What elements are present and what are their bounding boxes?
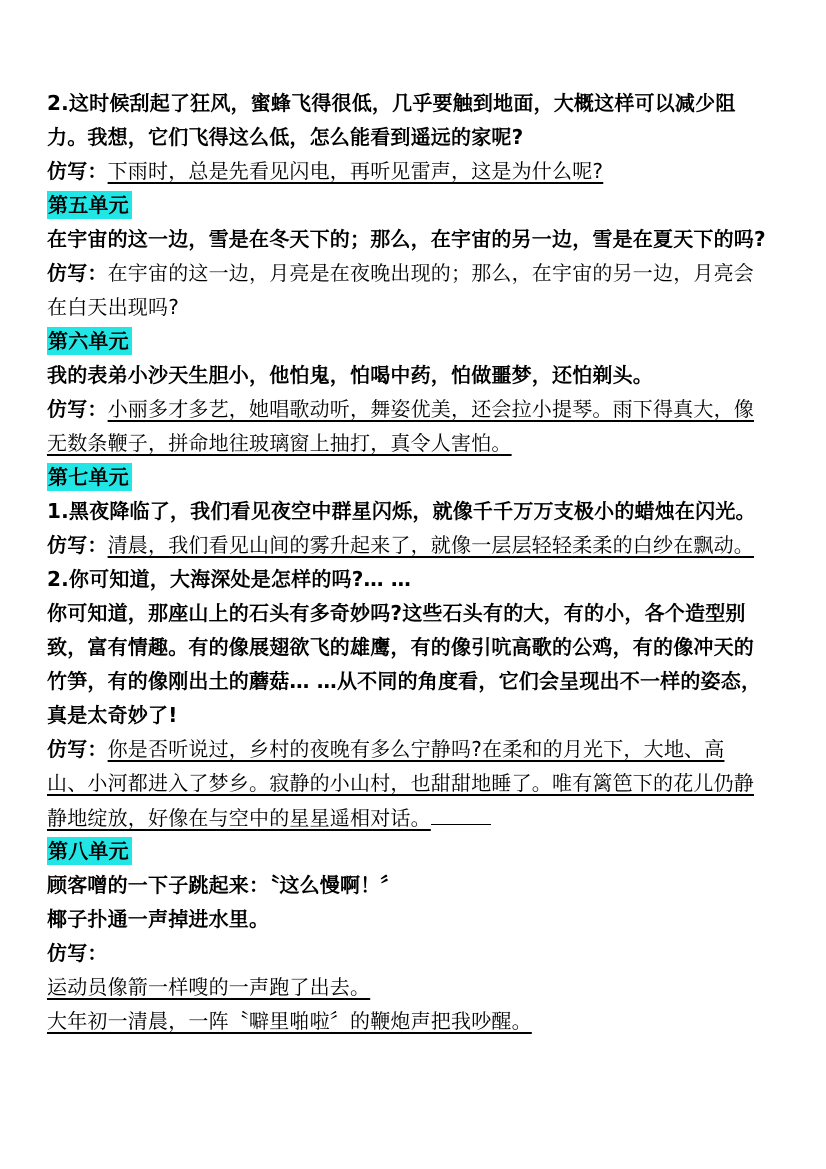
unit6-imitation-line-2 (47, 426, 785, 460)
unit7-sentence-1: 1.黑夜降临了，我们看见夜空中群星闪烁，就像千千万万支极小的蜡烛在闪光。 (47, 499, 756, 523)
unit7-paragraph-line-3: 竹笋，有的像刚出土的蘑菇… …从不同的角度看，它们会呈现出不一样的姿态， (47, 669, 762, 693)
unit5-heading-row (47, 188, 785, 222)
unit7-imitation-2-line-1 (47, 732, 785, 766)
blank-underline (431, 800, 491, 825)
imitation-text: 小丽多才多艺，她唱歌动听，舞姿优美，还会拉小提琴。雨下得真大，像 (107, 397, 755, 421)
unit6-title: 第六单元 (47, 327, 132, 355)
imitation-text: 清晨，我们看见山间的雾升起来了，就像一层层轻轻柔柔的白纱在飘动。 (107, 533, 755, 557)
imitation-label: 仿写： (47, 533, 108, 557)
unit6-sentence: 我的表弟小沙天生胆小，他怕鬼，怕喝中药，怕做噩梦，还怕剃头。 (47, 363, 653, 387)
unit7-paragraph-line-4: 真是太奇妙了! (47, 703, 178, 727)
unit8-imitation-line-2 (47, 1004, 785, 1038)
unit6-heading-row (47, 324, 785, 358)
sentence-2-line-1: 2.这时候刮起了狂风，蜜蜂飞得很低，几乎要触到地面，大概这样可以减少阻 (47, 91, 736, 115)
unit7-heading-row (47, 460, 785, 494)
unit8-heading-row (47, 834, 785, 868)
unit6-imitation-line-1 (47, 392, 785, 426)
unit7-imitation-1 (47, 528, 785, 562)
unit8-imitation-line-1 (47, 970, 785, 1004)
imitation-text: 运动员像箭一样嗖的一声跑了出去。 (47, 975, 371, 999)
imitation-label: 仿写： (47, 261, 108, 285)
unit7-paragraph-line-1: 你可知道，那座山上的石头有多奇妙吗?这些石头有的大，有的小，各个造型别 (47, 601, 746, 625)
unit5-sentence: 在宇宙的这一边，雪是在冬天下的；那么，在宇宙的另一边，雪是在夏天下的吗? (47, 227, 766, 251)
unit7-imitation-2-line-2 (47, 766, 785, 800)
imitation-text: 山、小河都进入了梦乡。寂静的小山村，也甜甜地睡了。唯有篱笆下的花儿仍静 (47, 771, 754, 795)
unit8-sentence-1: 顾客噌的一下子跳起来：〝这么慢啊！〞 (47, 873, 401, 897)
unit7-paragraph-line-2: 致，富有情趣。有的像展翅欲飞的雄鹰，有的像引吭高歌的公鸡，有的像冲天的 (47, 635, 754, 659)
imitation-text: 无数条鞭子，拼命地往玻璃窗上抽打，真令人害怕。 (47, 431, 512, 455)
unit8-sentence-2: 椰子扑通一声掉进水里。 (47, 907, 270, 931)
unit5-imitation-line-1 (47, 256, 785, 290)
imitation-label: 仿写： (47, 397, 108, 421)
document-page (47, 86, 785, 1038)
imitation-text: 下雨时，总是先看见闪电，再听见雷声，这是为什么呢? (107, 159, 604, 183)
imitation-text: 你是否听说过，乡村的夜晚有多么宁静吗?在柔和的月光下，大地、高 (107, 737, 725, 761)
unit5-title: 第五单元 (47, 191, 132, 219)
imitation-text: 在宇宙的这一边，月亮是在夜晚出现的；那么，在宇宙的另一边，月亮会 (107, 261, 755, 285)
unit7-imitation-2-line-3 (47, 800, 785, 834)
imitation-label: 仿写： (47, 159, 108, 183)
unit8-title: 第八单元 (47, 837, 132, 865)
unit8-imitation-label-row (47, 936, 785, 970)
imitation-label: 仿写： (47, 737, 108, 761)
sentence-2-line-2: 力。我想，它们飞得这么低，怎么能看到遥远的家呢? (47, 125, 524, 149)
imitation-label: 仿写： (47, 941, 108, 965)
unit5-imitation-line-2: 在白天出现吗? (47, 295, 180, 319)
imitation-text: 大年初一清晨，一阵〝噼里啪啦〞的鞭炮声把我吵醒。 (47, 1009, 532, 1033)
unit7-sentence-2: 2.你可知道，大海深处是怎样的吗?… … (47, 567, 412, 591)
imitation-line (47, 154, 785, 188)
imitation-text: 静地绽放，好像在与空中的星星遥相对话。 (47, 806, 431, 830)
unit7-title: 第七单元 (47, 463, 132, 491)
